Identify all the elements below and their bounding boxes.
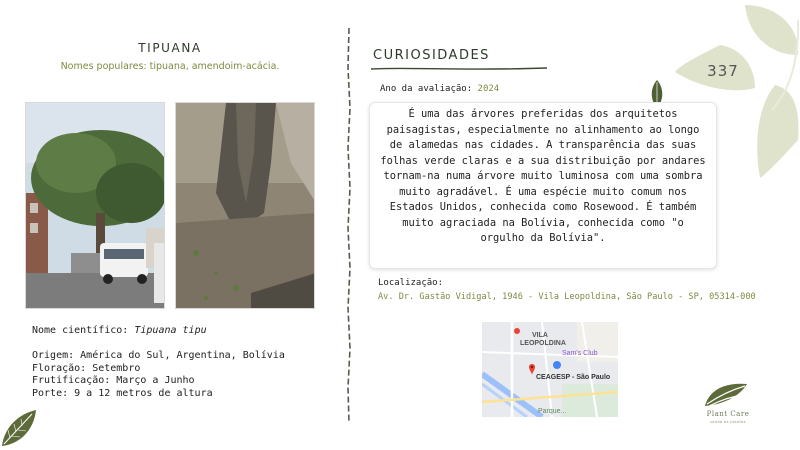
curiosities-card: [369, 102, 717, 269]
origin: Origem: América do Sul, Argentina, Bolívia: [32, 350, 285, 361]
curiosities-title: CURIOSIDADES: [373, 48, 490, 63]
species-facts: [32, 325, 332, 400]
popular-names: Nomes populares: tipuana, amendoim-acácia.: [60, 61, 280, 72]
tree-street-photo: [25, 102, 165, 309]
location-address[interactable]: Av. Dr. Gastão Vidigal, 1946 - Vila Leopoldina, São Paulo - SP, 05314-000: [378, 292, 756, 302]
title-underline: [371, 66, 547, 72]
evaluation-year: Ano da avaliação: 2024: [380, 84, 500, 94]
size: Porte: 9 a 12 metros de altura: [32, 387, 213, 399]
fruiting: Frutificação: Março a Junho: [32, 375, 195, 386]
brand-tagline: saúde às plantas: [709, 420, 747, 424]
page-number: 337: [707, 62, 739, 80]
plant-care-logo-icon: [703, 380, 749, 408]
column-divider: [344, 28, 354, 423]
tree-trunk-photo: [175, 102, 315, 309]
flowering: Floração: Setembro: [32, 362, 141, 374]
leaf-bottom-left-icon: [0, 408, 38, 448]
location-label: Localização:: [378, 278, 444, 288]
species-title: TIPUANA: [138, 41, 202, 55]
scientific-name: Nome científico: Tipuana tipu: [32, 325, 207, 336]
curiosities-text: É uma das árvores preferidas dos arquitetos paisagistas, especialmente no alinhamento ao longo de alamedas nas cidades. A transparência das suas folhas verde claras e a sua distribuição por andares tornam-na numa árvore muito luminosa com uma sombra muito agradável. É uma espécie muito comum nos Estados Unidos, conhecida como Rosewood. É também muito agraciada na Bolívia, conhecida como "o orgulho da Bolívia".: [380, 108, 706, 244]
brand-name: Plant Care: [706, 410, 750, 418]
location-map[interactable]: VILA LEOPOLDINA Sam's Club CEAGESP - São Paulo Parque...: [482, 322, 618, 417]
